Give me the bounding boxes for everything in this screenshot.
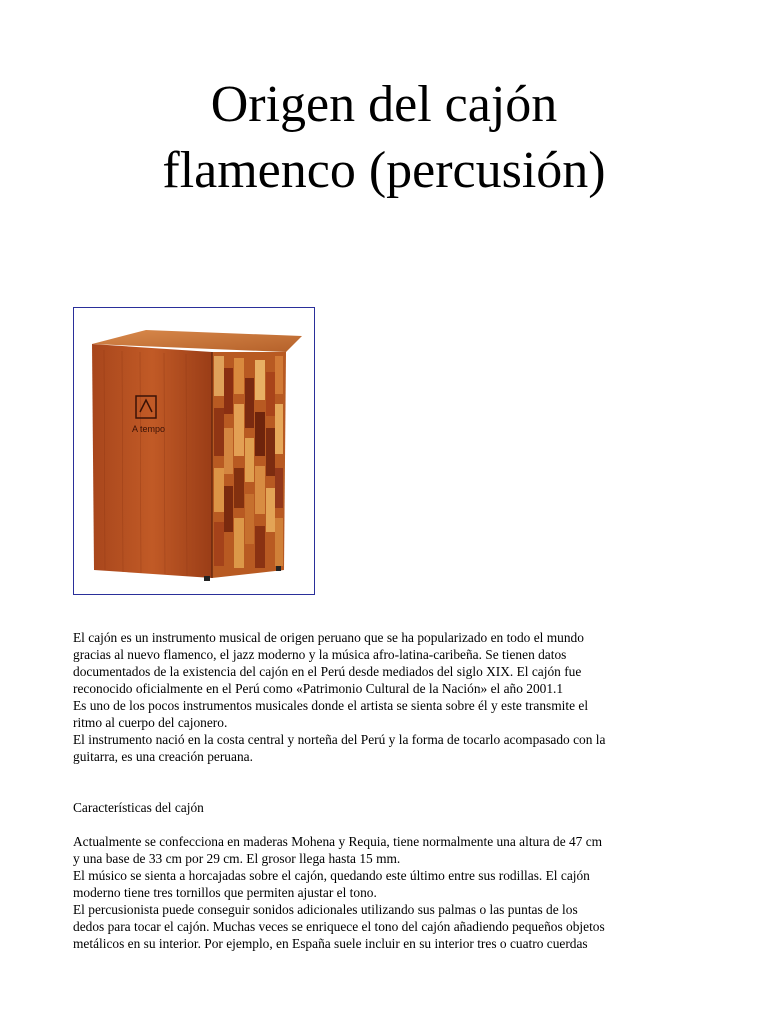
paragraph-line: y una base de 33 cm por 29 cm. El grosor llega hasta 15 mm.	[73, 851, 401, 866]
title-line-1: Origen del cajón	[210, 76, 558, 133]
paragraph-line: ritmo al cuerpo del cajonero.	[73, 715, 228, 730]
paragraph-line: Actualmente se confecciona en maderas Mohena y Requia, tiene normalmente una altura de 47 cm	[73, 834, 603, 849]
title-line-2: flamenco (percusión)	[162, 142, 606, 199]
cajon-side-patchwork	[212, 352, 286, 578]
paragraph-line: El cajón es un instrumento musical de origen peruano que se ha popularizado en todo el mundo	[73, 630, 584, 645]
paragraph-line: El músico se sienta a horcajadas sobre el cajón, quedando este último entre sus rodillas. El cajón	[73, 868, 590, 883]
paragraph-line: El instrumento nació en la costa central y norteña del Perú y la forma de tocarlo acompasado con la	[73, 732, 606, 747]
paragraph-line: reconocido oficialmente en el Perú como «Patrimonio Cultural de la Nación» el año 2001.1	[73, 681, 564, 696]
body-text	[73, 629, 703, 952]
paragraph-line: moderno tiene tres tornillos que permiten ajustar el tono.	[73, 885, 377, 900]
cajon-front	[92, 344, 212, 578]
cajon-illustration	[74, 308, 314, 594]
section-heading: Características del cajón	[73, 800, 204, 815]
paragraph-line: El percusionista puede conseguir sonidos adicionales utilizando sus palmas o las puntas de los	[73, 902, 578, 917]
cajon-photo	[73, 307, 315, 595]
paragraph-line: Es uno de los pocos instrumentos musicales donde el artista se sienta sobre él y este transmite el	[73, 698, 589, 713]
paragraph-line: gracias al nuevo flamenco, el jazz moderno y la música afro-latina-caribeña. Se tienen datos	[73, 647, 567, 662]
paragraph-line: guitarra, es una creación peruana.	[73, 749, 253, 764]
page-title	[0, 72, 768, 204]
paragraph-line: metálicos en su interior. Por ejemplo, en España suele incluir en su interior tres o cuatro cuerdas	[73, 936, 588, 951]
paragraph-line: documentados de la existencia del cajón en el Perú desde mediados del siglo XIX. El cajón fue	[73, 664, 582, 679]
paragraph-line: dedos para tocar el cajón. Muchas veces se enriquece el tono del cajón añadiendo pequeños objetos	[73, 919, 605, 934]
svg-text:A tempo: A tempo	[132, 424, 166, 434]
